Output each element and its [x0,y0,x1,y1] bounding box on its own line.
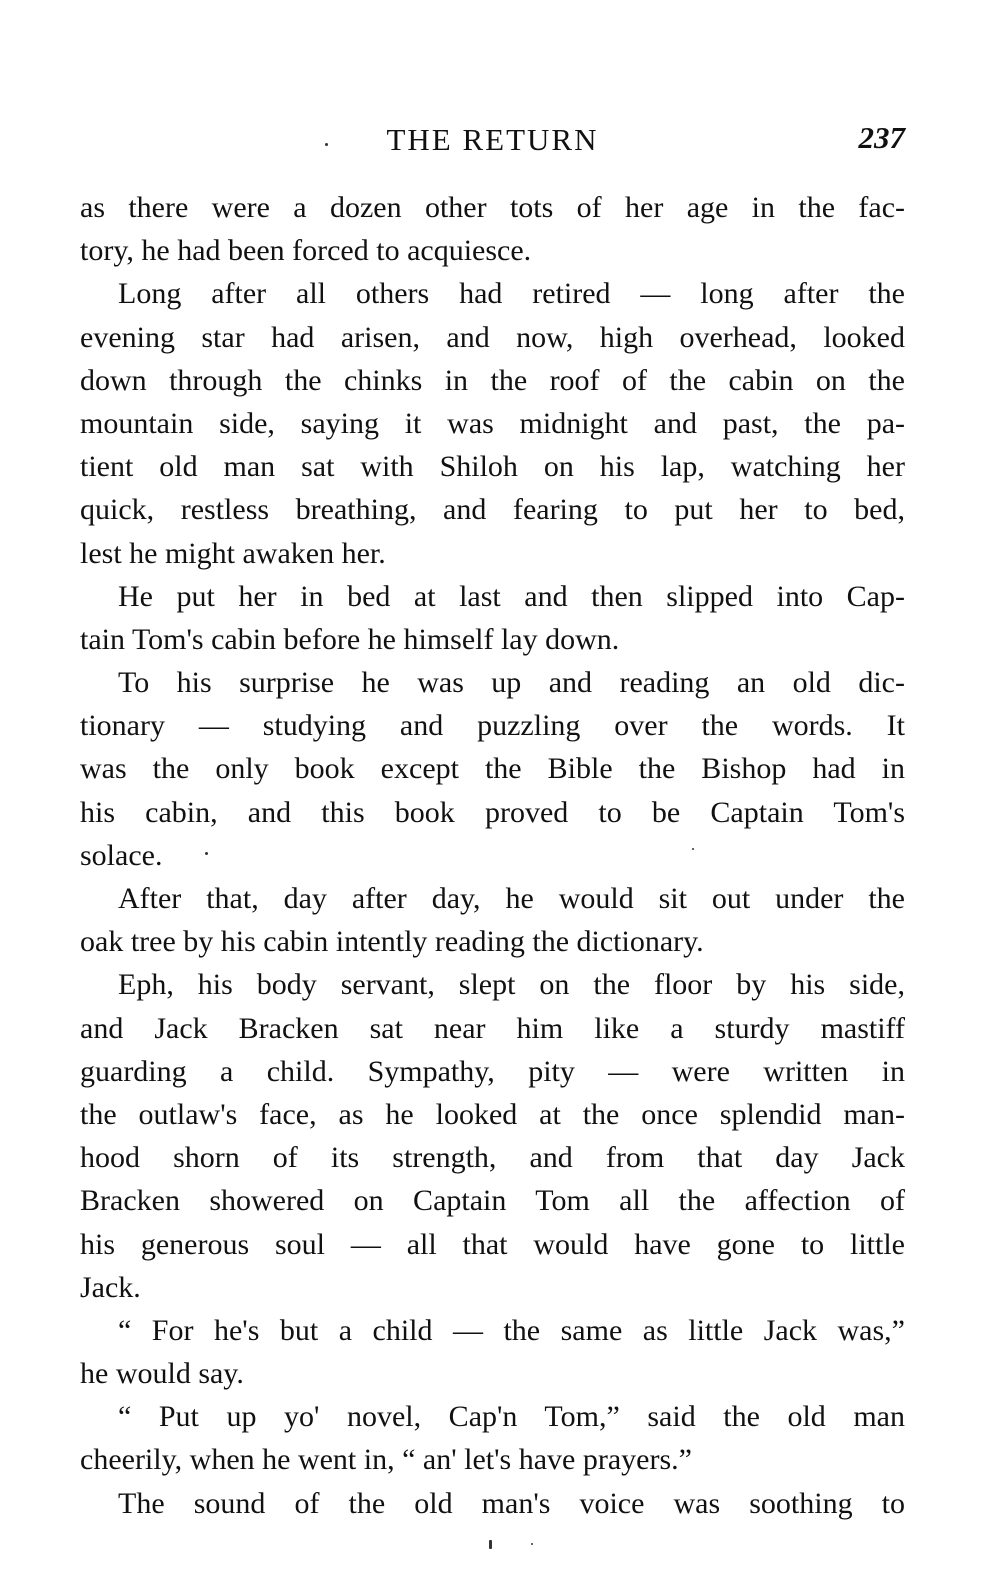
text-line: was the only book except the Bible the Bishop had in [80,752,905,786]
text-line: down through the chinks in the roof of the cabin on the [80,363,905,397]
text-line: mountain side, saying it was midnight and past, the pa- [80,406,905,440]
text-line: hood shorn of its strength, and from that day Jack [80,1141,905,1175]
page-number: 237 [858,120,905,155]
text-line: his generous soul — all that would have gone to little [80,1227,905,1261]
text-line: tain Tom's cabin before he himself lay down. [80,622,620,656]
text-line: as there were a dozen other tots of her age in the fac- [80,191,905,224]
text-line: tory, he had been forced to acquiesce. [80,234,532,268]
text-line: evening star had arisen, and now, high overhead, looked [80,320,905,354]
text-line: Eph, his body servant, slept on the floor by his side, [118,968,905,1002]
paragraph [80,186,905,272]
body-text [80,186,905,1525]
text-line: To his surprise he was up and reading an old dic- [118,666,905,700]
ink-speck [692,848,694,850]
page-header [80,118,905,168]
text-line: cheerily, when he went in, “ an' let's have prayers.” [80,1443,692,1477]
text-line: Bracken showered on Captain Tom all the affection of [80,1184,905,1218]
text-line: quick, restless breathing, and fearing to put her to bed, [80,493,905,527]
paragraph [80,575,905,661]
paragraph [80,1395,905,1481]
paragraph [80,1482,905,1525]
ink-speck [531,1543,533,1545]
paragraph [80,1309,905,1395]
ink-speck [489,1540,492,1549]
text-line: He put her in bed at last and then slipped into Cap- [118,579,905,613]
text-line: “ Put up yo' novel, Cap'n Tom,” said the old man [118,1400,905,1434]
text-line: oak tree by his cabin intently reading the dictionary. [80,925,704,959]
text-line: and Jack Bracken sat near him like a sturdy mastiff [80,1011,905,1045]
text-line: the outlaw's face, as he looked at the once splendid man- [80,1097,905,1131]
paragraph [80,661,905,877]
text-line: lest he might awaken her. [80,536,386,570]
paragraph [80,272,905,574]
ink-speck [205,852,208,855]
text-line: his cabin, and this book proved to be Captain Tom's [80,795,905,829]
running-title: THE RETURN [386,122,599,157]
ink-speck [325,143,328,146]
text-line: tionary — studying and puzzling over the words. It [80,709,905,743]
text-line: guarding a child. Sympathy, pity — were written in [80,1054,905,1088]
paragraph [80,877,905,963]
text-line: “ For he's but a child — the same as little Jack was,” [118,1313,905,1347]
text-line: he would say. [80,1357,244,1391]
text-line: After that, day after day, he would sit out under the [118,882,905,915]
text-line: solace. [80,838,163,872]
text-line: Jack. [80,1270,141,1304]
paragraph [80,963,905,1309]
text-line: Long after all others had retired — long after the [118,277,905,311]
text-line: tient old man sat with Shiloh on his lap, watching her [80,450,905,484]
text-line: The sound of the old man's voice was soothing to [118,1486,905,1520]
